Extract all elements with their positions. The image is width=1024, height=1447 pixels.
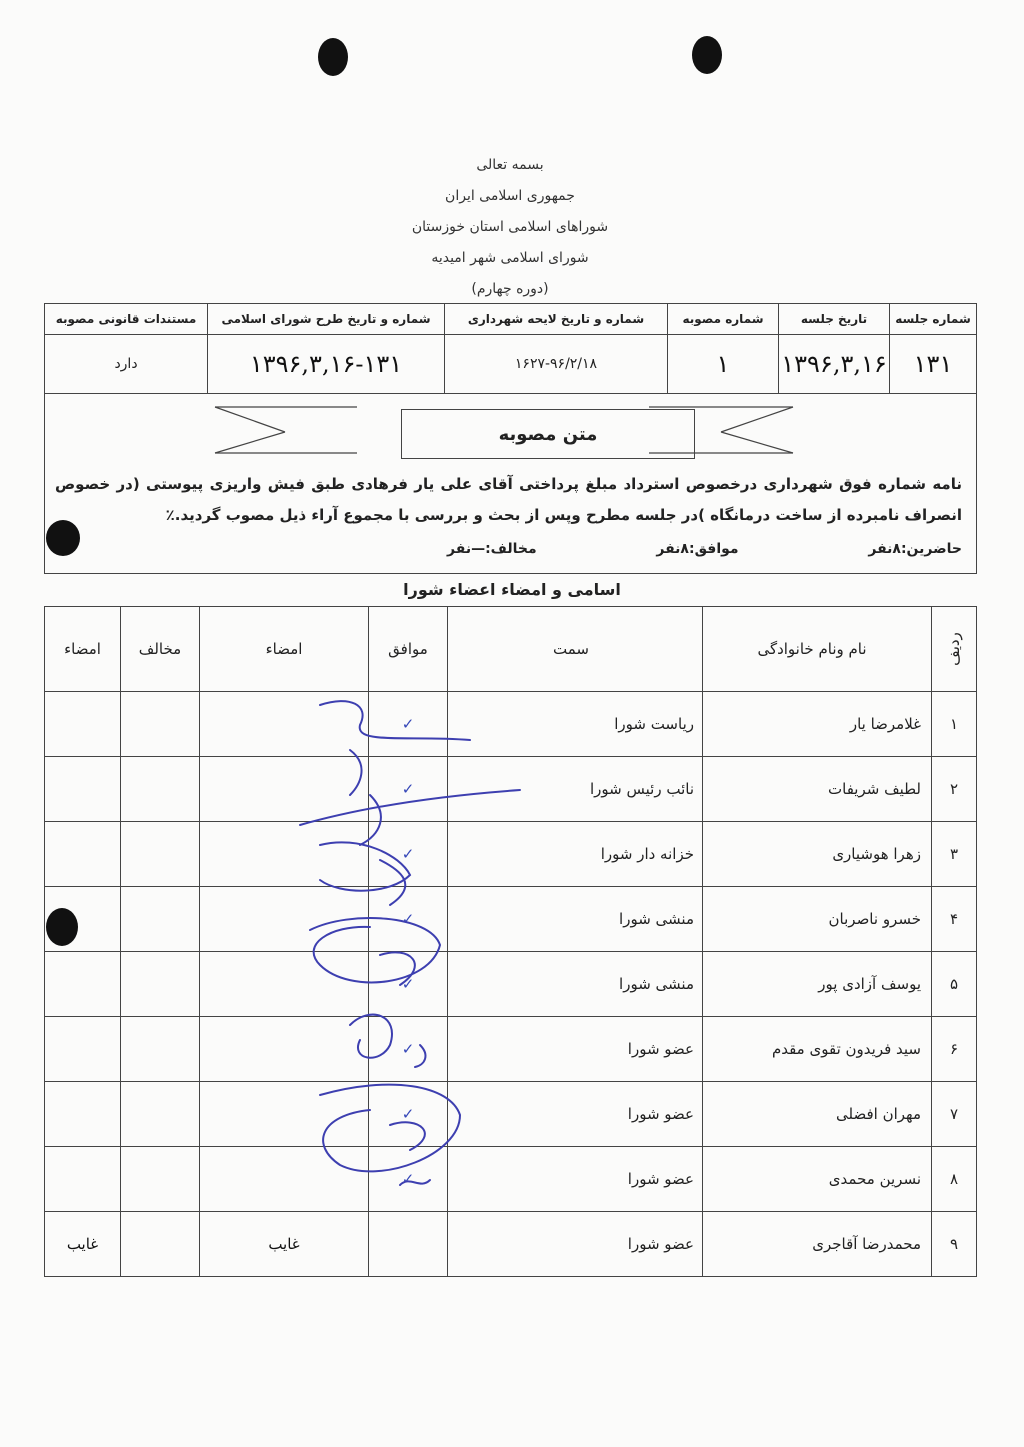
- oppose-cell: [121, 887, 200, 952]
- member-role: عضو شورا: [448, 1212, 703, 1277]
- document-header: [300, 150, 720, 305]
- council-plan-header: شماره و تاریخ طرح شورای اسلامی: [208, 304, 445, 335]
- signature2-cell: [45, 887, 121, 952]
- table-row: [45, 1147, 977, 1212]
- oppose-cell: [121, 952, 200, 1017]
- agree-check: ✓: [369, 1082, 448, 1147]
- members-caption: اسامی و امضاء اعضاء شورا: [403, 580, 621, 599]
- row-number: ۵: [932, 952, 977, 1017]
- signature2-cell: [45, 1017, 121, 1082]
- row-number: ۲: [932, 757, 977, 822]
- present-count: حاضرین:۸نفر: [868, 541, 962, 557]
- member-name: زهرا هوشیاری: [703, 822, 932, 887]
- absent-mark: غایب: [200, 1212, 369, 1277]
- header-line: بسمه تعالی: [476, 157, 544, 173]
- bill-header: شماره و تاریخ لایحه شهرداری: [445, 304, 668, 335]
- signature2-cell: [45, 952, 121, 1017]
- oppose-cell: [121, 1017, 200, 1082]
- member-role: عضو شورا: [448, 1082, 703, 1147]
- resolution-number-header: شماره مصوبه: [668, 304, 779, 335]
- oppose-cell: [121, 1212, 200, 1277]
- oppose-cell: [121, 1082, 200, 1147]
- member-signature: [200, 1082, 369, 1147]
- header-line: جمهوری اسلامی ایران: [445, 188, 575, 204]
- session-date-value: ۱۳۹۶,۳,۱۶: [779, 335, 890, 394]
- member-role: عضو شورا: [448, 1017, 703, 1082]
- row-number: ۱: [932, 692, 977, 757]
- legal-basis-value: دارد: [45, 335, 208, 394]
- member-role: منشی شورا: [448, 887, 703, 952]
- row-number: ۸: [932, 1147, 977, 1212]
- bill-value: ۱۶۲۷-۹۶/۲/۱۸: [445, 335, 668, 394]
- member-signature: [200, 692, 369, 757]
- member-name: محمدرضا آقاجری: [703, 1212, 932, 1277]
- row-number: ۴: [932, 887, 977, 952]
- table-row: [45, 1082, 977, 1147]
- role-header: سمت: [448, 607, 703, 692]
- resolution-body: نامه شماره فوق شهرداری درخصوص استرداد مبلغ پرداختی آقای علی یار فرهادی طبق فیش واریزی پیوستی (در خصوص انصراف نامبرده از ساخت درمانگاه )در جلسه مطرح وپس از بحث و بررسی با مجموع آراء ذیل مصوب گردید.٪: [55, 475, 962, 524]
- table-row: [45, 952, 977, 1017]
- header-line: شورای اسلامی شهر امیدیه: [431, 250, 589, 266]
- member-signature: [200, 1147, 369, 1212]
- oppose-count: مخالف:—نفر: [447, 541, 537, 557]
- member-name: نسرین محمدی: [703, 1147, 932, 1212]
- agree-check: [369, 1212, 448, 1277]
- member-role: ریاست شورا: [448, 692, 703, 757]
- oppose-cell: [121, 822, 200, 887]
- member-role: نائب رئیس شورا: [448, 757, 703, 822]
- oppose-cell: [121, 692, 200, 757]
- session-number-header: شماره جلسه: [890, 304, 977, 335]
- row-number: ۹: [932, 1212, 977, 1277]
- header-line: شوراهای اسلامی استان خوزستان: [411, 219, 609, 235]
- row-number: ۶: [932, 1017, 977, 1082]
- signature2-cell: [45, 822, 121, 887]
- members-table: [44, 606, 977, 1277]
- member-name: غلامرضا یار: [703, 692, 932, 757]
- punch-hole: [318, 38, 348, 76]
- session-number-value: ۱۳۱: [890, 335, 977, 394]
- member-role: خزانه دار شورا: [448, 822, 703, 887]
- agree-check: ✓: [369, 757, 448, 822]
- name-header: نام ونام خانوادگی: [703, 607, 932, 692]
- session-date-header: تاریخ جلسه: [779, 304, 890, 335]
- resolution-title: متن مصوبه: [401, 409, 695, 459]
- table-row: [45, 1212, 977, 1277]
- table-row: [45, 887, 977, 952]
- agree-check: ✓: [369, 887, 448, 952]
- member-signature: [200, 887, 369, 952]
- session-meta-table: [44, 303, 977, 394]
- signature2-cell: [45, 757, 121, 822]
- resolution-number-value: ۱: [668, 335, 779, 394]
- table-row: [45, 692, 977, 757]
- member-name: یوسف آزادی پور: [703, 952, 932, 1017]
- table-row: [45, 757, 977, 822]
- vote-tally: [447, 541, 962, 557]
- agree-check: ✓: [369, 952, 448, 1017]
- row-number: ۳: [932, 822, 977, 887]
- council-plan-value: ۱۳۹۶,۳,۱۶-۱۳۱: [208, 335, 445, 394]
- legal-basis-header: مستندات قانونی مصوبه: [45, 304, 208, 335]
- member-name: خسرو ناصربان: [703, 887, 932, 952]
- table-row: [45, 822, 977, 887]
- row-header: ردیف: [932, 607, 977, 692]
- member-signature: [200, 757, 369, 822]
- agree-check: ✓: [369, 1017, 448, 1082]
- member-name: سید فریدون تقوی مقدم: [703, 1017, 932, 1082]
- agree-count: موافق:۸نفر: [656, 541, 739, 557]
- punch-hole: [692, 36, 722, 74]
- member-signature: [200, 822, 369, 887]
- header-line: (دوره چهارم): [471, 281, 549, 297]
- signature2-header: امضاء: [45, 607, 121, 692]
- member-role: منشی شورا: [448, 952, 703, 1017]
- resolution-box: [44, 391, 977, 574]
- agree-check: ✓: [369, 692, 448, 757]
- oppose-cell: [121, 1147, 200, 1212]
- oppose-header: مخالف: [121, 607, 200, 692]
- agree-check: ✓: [369, 1147, 448, 1212]
- row-number: ۷: [932, 1082, 977, 1147]
- signature2-cell: [45, 1082, 121, 1147]
- agree-header: موافق: [369, 607, 448, 692]
- member-name: لطیف شریفات: [703, 757, 932, 822]
- oppose-cell: [121, 757, 200, 822]
- member-role: عضو شورا: [448, 1147, 703, 1212]
- member-name: مهران افضلی: [703, 1082, 932, 1147]
- table-row: [45, 1017, 977, 1082]
- signature2-cell: [45, 692, 121, 757]
- absent-mark: غایب: [45, 1212, 121, 1277]
- member-signature: [200, 952, 369, 1017]
- signature2-cell: [45, 1147, 121, 1212]
- signature-header: امضاء: [200, 607, 369, 692]
- agree-check: ✓: [369, 822, 448, 887]
- member-signature: [200, 1017, 369, 1082]
